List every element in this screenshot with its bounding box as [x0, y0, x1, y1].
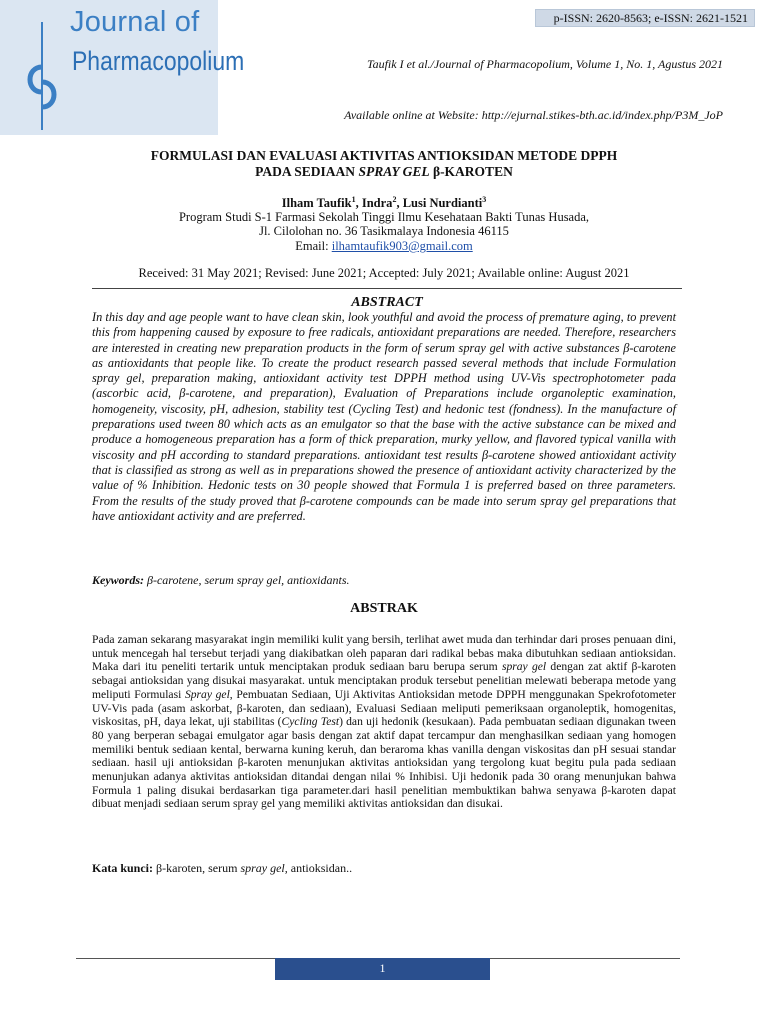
affiliation-line2: Jl. Cilolohan no. 36 Tasikmalaya Indonesia 46115	[259, 224, 509, 238]
abstrak-text	[92, 633, 676, 811]
divider-top	[92, 288, 682, 289]
author-sep: ,	[355, 196, 362, 211]
email-line	[60, 239, 708, 254]
jp-monogram-icon	[22, 22, 62, 130]
email-label: Email:	[295, 239, 332, 253]
author-1: Ilham Taufik	[281, 196, 352, 211]
paper-title	[60, 148, 708, 180]
keywords	[92, 573, 676, 588]
author-2: Indra	[361, 196, 393, 211]
author-3-sup: 3	[482, 195, 487, 204]
issn-badge: p-ISSN: 2620-8563; e-ISSN: 2621-1521	[535, 9, 755, 27]
abstrak-italic: Spray gel	[184, 687, 230, 701]
kata-kunci-label: Kata kunci:	[92, 861, 154, 875]
kata-kunci-pre: β-karoten, serum	[153, 861, 241, 875]
abstrak-part: Pada zaman sekarang masyarakat ingin memiliki kulit yang bersih, terlihat awet muda dan terhindar dari proses penuaan dini, untuk mencegah hal tersebut terjadi yang diakibatkan oleh paparan dari radikal bebas maka dibutuhkan sediaan antioksidan. Maka dari itu peneliti tertarik untuk menciptakan produk sediaan baru berupa serum	[92, 633, 676, 674]
abstract-heading: ABSTRACT	[351, 295, 423, 310]
abstrak-part: ) dan uji hedonik (kesukaan). Pada pembuatan sediaan digunakan tween 80 yang berperan sebagai emulgator agar basis dengan zat aktif dapat tercampur dan menghasilkan sediaan yang homogen memiliki bentuk sediaan kental, berwarna kuning keruh, dan beraroma khas vanilla dengan viskositas dan pH sesuai standar sediaan. hasil uji antioksidan β-karoten menunjukan aktivitas antioksidan yang tergolong kuat begitu pula pada sediaan menunjukan adanya aktivitas antioksidan ditandai dengan nilai % Inhibisi. Uji hedonik pada 30 orang menunjukan bahwa Formula 1 paling disukai berdasarkan tiga parameter.dari hasil penelitian membuktikan bahwa senyawa β-karoten dapat dibuat menjadi sediaan serum spray gel yang memiliki aktivitas antioksidan dan disukai.	[92, 715, 676, 811]
title-line1: FORMULASI DAN EVALUASI AKTIVITAS ANTIOKSIDAN METODE DPPH	[150, 148, 618, 163]
abstrak-italic: Cycling Test	[281, 715, 340, 729]
logo-title-line2: Pharmacopolium	[72, 46, 245, 76]
author-list	[60, 195, 708, 211]
kata-kunci-post: antioksidan..	[287, 861, 353, 875]
journal-logo	[0, 0, 245, 135]
author-3: Lusi Nurdianti	[402, 196, 483, 211]
journal-citation: Taufik I et al./Journal of Pharmacopolium, Volume 1, No. 1, Agustus 2021	[367, 57, 723, 71]
affiliation-line1: Program Studi S-1 Farmasi Sekolah Tinggi Ilmu Kesehataan Bakti Tunas Husada,	[178, 210, 590, 224]
author-sep: ,	[396, 196, 403, 211]
author-2-sup: 2	[392, 195, 397, 204]
abstract-text: In this day and age people want to have clean skin, look youthful and avoid the process of premature aging, to prevent this from happening caused by exposure to free radicals, antioxidant preparations are needed. Therefore, researchers are interested in creating new preparation products in the form of serum spray gel with active substances β-carotene as antioxidants that people like. To create the product research passed several methods that include Formulation spray gel, preparation making, antioxidant activity test DPPH method using UV-Vis spectrophotometer pada (ascorbic acid, β-carotene, and preparation), Evaluation of Preparations include organoleptic examination, homogeneity, viscosity, pH, adhesion, stability test (Cycling Test) and hedonic test (fondness). In the manufacture of preparations used tween 80 which acts as an emulgator so that the base with the active substance can be mixed and produce a homogeneous preparation has a form of thick preparation, murky yellow, and flavored typical vanilla with viscosity and pH according to standard preparations. antioxidant test results β-carotene showed antioxidant activity that is classified as strong as well as in preparations showed the presence of antioxidant activity characterized by the value of % Inhibition. Hedonic tests on 30 people showed that Formula 1 is preferred based on three parameters. From the results of the study proved that β-carotene compounds can be made into serum spray gel preparations that have antioxidant activity and are preferred.	[92, 310, 676, 523]
kata-kunci-italic: spray gel,	[240, 861, 288, 875]
journal-website: Available online at Website: http://ejurnal.stikes-bth.ac.id/index.php/P3M_JoP	[344, 108, 723, 122]
title-line2-pre: PADA SEDIAAN	[255, 164, 359, 179]
abstrak-heading: ABSTRAK	[350, 601, 418, 616]
submission-dates: Received: 31 May 2021; Revised: June 2021; Accepted: July 2021; Available online: August 2021	[138, 266, 630, 280]
abstrak-italic: spray gel	[501, 660, 547, 674]
title-line2-italic: SPRAY GEL	[358, 164, 430, 179]
kata-kunci	[92, 861, 676, 876]
keywords-list: β-carotene, serum spray gel, antioxidants.	[144, 573, 350, 587]
abstrak-part: dengan zat aktif β-karoten sebagai antioksidan yang disukai masyarakat. untuk menciptakan produk tersebut penelitian melewati beberapa metode yang meliputi Formulasi	[92, 660, 676, 701]
page-number: 1	[275, 958, 490, 980]
logo-title-line1: Journal of	[70, 6, 200, 38]
author-1-sup: 1	[351, 195, 356, 204]
journal-header	[0, 0, 768, 135]
title-line2-post: β-KAROTEN	[429, 164, 513, 179]
abstrak-part: , Pembuatan Sediaan, Uji Aktivitas Antioksidan metode DPPH menggunakan Spekrofotometer UV-Vis pada (asam askorbat, β-karoten, dan sediaan), Evaluasi Sediaan meliputi pemeriksaan organoleptik, homogenitas, viskositas, pH, daya lekat, uji stabilitas (	[92, 687, 676, 729]
email-link[interactable]: ilhamtaufik903@gmail.com	[331, 239, 473, 253]
title-line2	[60, 164, 708, 180]
keywords-label: Keywords:	[92, 573, 144, 587]
